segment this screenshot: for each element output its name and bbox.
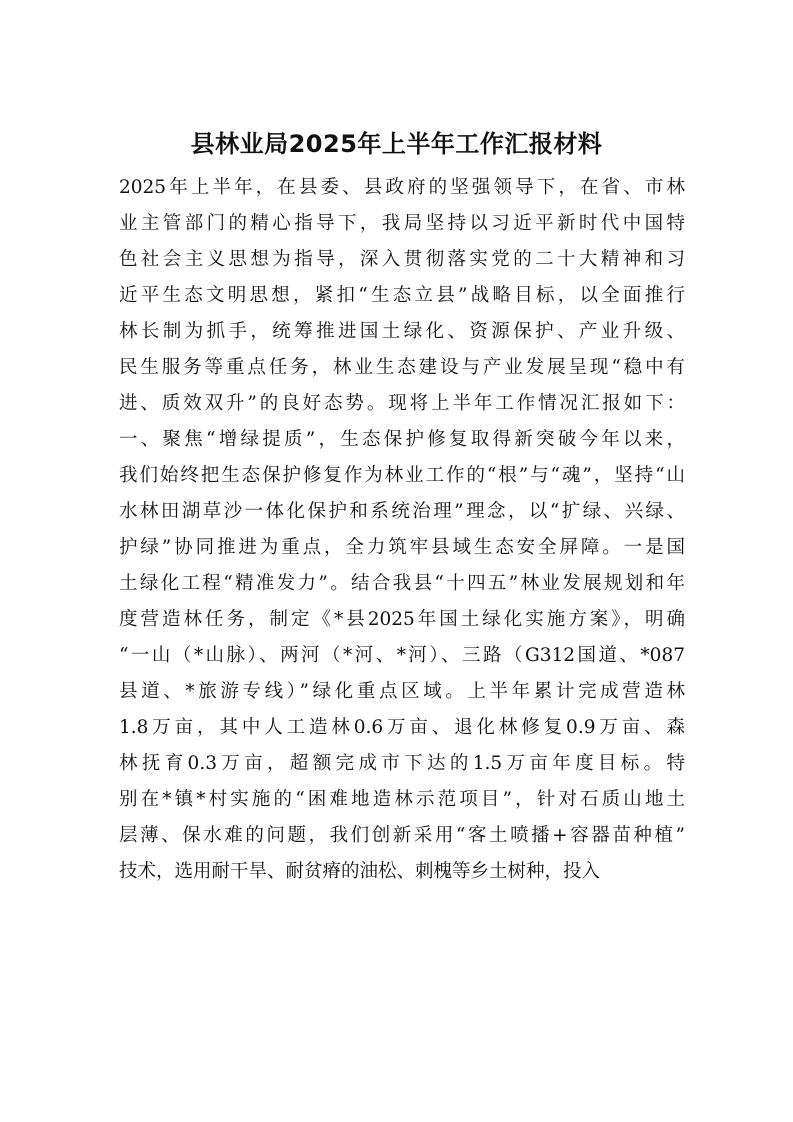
body-line: 度营造林任务，制定《*县2025年国土绿化实施方案》，明确	[119, 609, 685, 630]
body-line: 色社会主义思想为指导，深入贯彻落实党的二十大精神和习	[119, 249, 685, 270]
body-line: 我们始终把生态保护修复作为林业工作的“根”与“魂”，坚持“山	[119, 465, 685, 486]
body-line: 1.8万亩，其中人工造林0.6万亩、退化林修复0.9万亩、森	[119, 717, 685, 738]
document-body	[119, 170, 685, 890]
body-line: 业主管部门的精心指导下，我局坚持以习近平新时代中国特	[119, 213, 685, 234]
body-line: 林抚育0.3万亩，超额完成市下达的1.5万亩年度目标。特	[119, 753, 685, 774]
body-line: 层薄、保水难的问题，我们创新采用“客土喷播+容器苗种植”	[119, 825, 685, 846]
body-line: 土绿化工程“精准发力”。结合我县“十四五”林业发展规划和年	[119, 573, 685, 594]
body-line: 护绿”协同推进为重点，全力筑牢县域生态安全屏障。一是国	[119, 537, 685, 558]
body-line: 水林田湖草沙一体化保护和系统治理”理念，以“扩绿、兴绿、	[119, 501, 685, 522]
body-line: 民生服务等重点任务，林业生态建设与产业发展呈现“稳中有	[119, 357, 685, 378]
body-line: 进、质效双升”的良好态势。现将上半年工作情况汇报如下：	[119, 393, 685, 414]
body-line: 技术，选用耐干旱、耐贫瘠的油松、刺槐等乡土树种，投入	[119, 861, 601, 882]
body-line: 林长制为抓手，统筹推进国土绿化、资源保护、产业升级、	[119, 321, 685, 342]
body-line: 2025年上半年，在县委、县政府的坚强领导下，在省、市林	[119, 177, 685, 198]
body-line: “一山（*山脉）、两河（*河、*河）、三路（G312国道、*087	[119, 645, 685, 666]
body-line: 别在*镇*村实施的“困难地造林示范项目”，针对石质山地土	[119, 789, 685, 810]
body-line: 一、聚焦“增绿提质”，生态保护修复取得新突破今年以来，	[119, 429, 685, 450]
body-line: 县道、*旅游专线）”绿化重点区域。上半年累计完成营造林	[119, 681, 685, 702]
body-line: 近平生态文明思想，紧扣“生态立县”战略目标，以全面推行	[119, 285, 685, 306]
document-title: 县林业局2025年上半年工作汇报材料	[190, 130, 603, 158]
